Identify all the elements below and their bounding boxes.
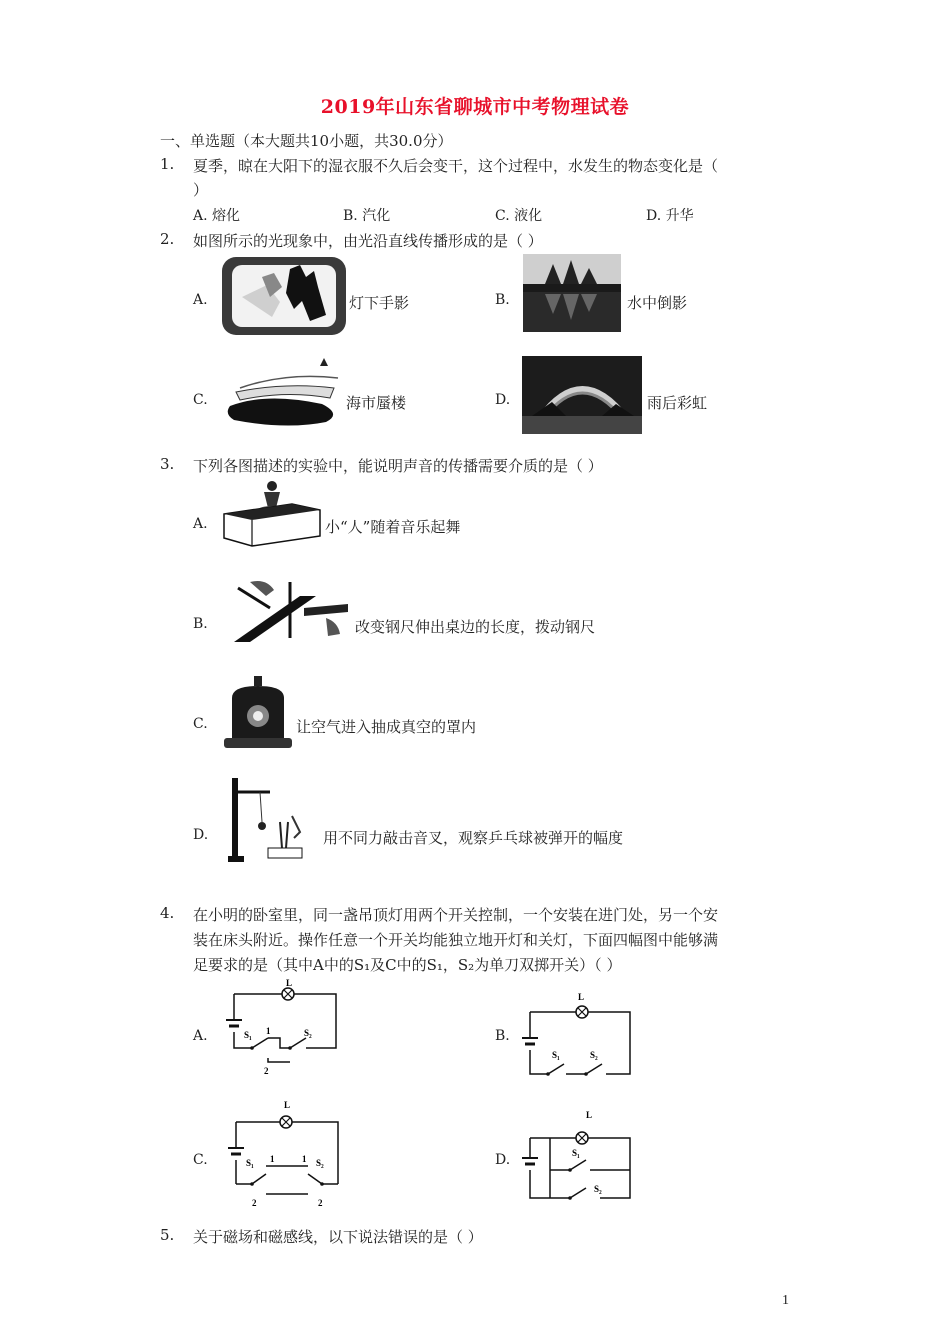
q3-option-b-caption: 改变钢尺伸出桌边的长度，拨动钢尺 [355, 618, 596, 636]
mirage-image [226, 358, 344, 428]
q1-number: 1. [160, 155, 175, 173]
q3-option-a-caption: 小“人”随着音乐起舞 [325, 518, 461, 536]
q3-option-a-letter: A. [193, 516, 208, 532]
page-number: 1 [782, 1293, 789, 1308]
page-title: 2019年山东省聊城市中考物理试卷 [320, 96, 630, 118]
q4-option-b-letter: B. [495, 1028, 510, 1044]
section-header: 一、单选题（本大题共10小题，共30.0分） [160, 132, 453, 150]
q2-option-c-letter: C. [193, 392, 208, 408]
q3-option-d-caption: 用不同力敲击音叉，观察乒乓球被弹开的幅度 [323, 829, 624, 847]
tuning-fork-image [222, 776, 322, 866]
q2-text: 如图所示的光现象中，由光沿直线传播形成的是（ ） [193, 232, 543, 250]
q2-option-a-caption: 灯下手影 [349, 294, 410, 312]
q4-text-line3: 足要求的是（其中A中的S₁及C中的S₁，S₂为单刀双掷开关）（ ） [193, 956, 622, 974]
circuit-a-lamp-label: L [286, 978, 293, 988]
circuit-d-lamp-label: L [586, 1110, 593, 1120]
q1-option-d: D. 升华 [646, 208, 694, 224]
q2-option-a-letter: A. [193, 292, 208, 308]
circuit-a-diagram [220, 978, 340, 1078]
q1-text-line2: ） [193, 181, 209, 199]
q4-text-line2: 装在床头附近。操作任意一个开关均能独立地开灯和关灯，下面四幅图中能够满 [193, 931, 719, 949]
q4-text-line1: 在小明的卧室里，同一盏吊顶灯用两个开关控制，一个安装在进门处，另一个安 [193, 906, 719, 924]
q1-option-b: B. 汽化 [343, 208, 391, 224]
circuit-a-s1-label: S₁ [244, 1030, 252, 1040]
q3-option-b-letter: B. [193, 616, 208, 632]
q1-option-a: A. 熔化 [193, 208, 241, 224]
circuit-b-diagram [520, 990, 636, 1080]
circuit-c-lamp-label: L [284, 1100, 291, 1110]
water-reflection-image [523, 254, 621, 332]
q2-option-c-caption: 海市蜃楼 [346, 394, 407, 412]
q2-option-b-caption: 水中倒影 [627, 294, 688, 312]
q1-text-line1: 夏季，晾在大阳下的湿衣服不久后会变干，这个过程中，水发生的物态变化是（ [193, 157, 719, 175]
q2-option-b-letter: B. [495, 292, 510, 308]
q3-number: 3. [160, 455, 175, 473]
circuit-b-lamp-label: L [578, 992, 585, 1002]
q5-number: 5. [160, 1226, 175, 1244]
q2-option-d-caption: 雨后彩虹 [647, 394, 708, 412]
circuit-d-diagram [520, 1110, 636, 1206]
circuit-c-contact-2-right: 2 [318, 1198, 323, 1208]
circuit-a-s2-label: S₂ [304, 1028, 312, 1038]
speaker-dancer-image [222, 478, 322, 548]
q2-option-d-letter: D. [495, 392, 511, 408]
circuit-a-contact-1: 1 [266, 1026, 271, 1036]
hand-shadow-image [222, 257, 346, 335]
circuit-d-s2-label: S₂ [594, 1184, 602, 1194]
circuit-b-s2-label: S₂ [590, 1050, 598, 1060]
rainbow-image [522, 356, 642, 434]
circuit-a-contact-2: 2 [264, 1066, 269, 1076]
circuit-c-s1-label: S₁ [246, 1158, 254, 1168]
q2-number: 2. [160, 230, 175, 248]
q3-option-d-letter: D. [193, 827, 209, 843]
circuit-c-s2-label: S₂ [316, 1158, 324, 1168]
q3-text: 下列各图描述的实验中，能说明声音的传播需要介质的是（ ） [193, 457, 603, 475]
q4-option-c-letter: C. [193, 1152, 208, 1168]
circuit-b-s1-label: S₁ [552, 1050, 560, 1060]
circuit-c-contact-1-right: 1 [302, 1154, 307, 1164]
vacuum-bell-image [224, 676, 292, 750]
steel-ruler-image [230, 578, 350, 646]
q1-option-c: C. 液化 [495, 208, 543, 224]
q4-option-d-letter: D. [495, 1152, 511, 1168]
circuit-c-diagram [222, 1100, 346, 1212]
circuit-c-contact-2-left: 2 [252, 1198, 257, 1208]
circuit-c-contact-1-left: 1 [270, 1154, 275, 1164]
q5-text: 关于磁场和磁感线，以下说法错误的是（ ） [193, 1228, 483, 1246]
q3-option-c-letter: C. [193, 716, 208, 732]
q4-number: 4. [160, 904, 175, 922]
q4-option-a-letter: A. [193, 1028, 208, 1044]
circuit-d-s1-label: S₁ [572, 1148, 580, 1158]
q3-option-c-caption: 让空气进入抽成真空的罩内 [296, 718, 477, 736]
